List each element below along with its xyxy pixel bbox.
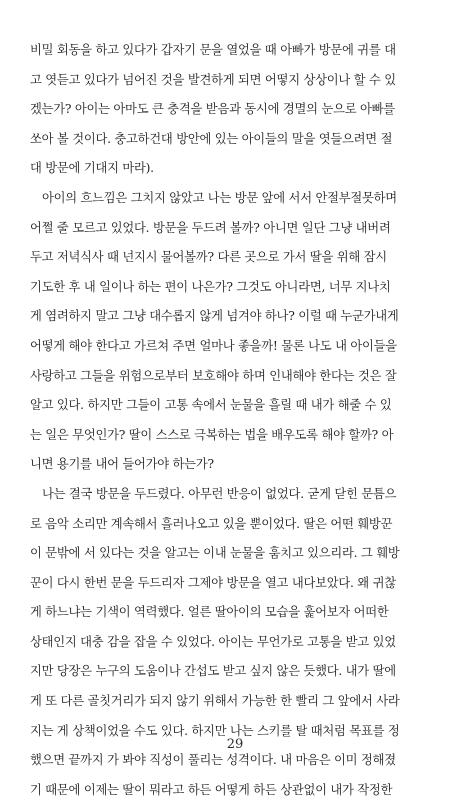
- text-line: 게 또 다른 골칫거리가 되지 않기 위해서 가능한 한 빨리 그 앞에서 사라: [30, 694, 400, 709]
- text-line: 지는 게 상책이었을 수도 있다. 하지만 나는 스키를 탈 때처럼 목표를 정: [30, 723, 400, 738]
- text-line: 비밀 회동을 하고 있다가 갑자기 문을 열었을 때 아빠가 방문에 귀를 대: [30, 43, 396, 57]
- text-line: 게 염려하지 말고 그냥 대수롭지 않게 넘겨야 하나? 이럴 때 누군가내게: [30, 309, 399, 324]
- page-number: 29: [226, 737, 244, 752]
- text-line: 기도한 후 내 일이나 하는 편이 나은가? 그것도 아니라면, 너무 지나치: [30, 279, 391, 294]
- paragraph-first-line: 아이의 흐느낌은 그치지 않았고 나는 방문 앞에 서서 안절부절못하며: [42, 190, 397, 205]
- text-line: 알고 있다. 하지만 그들이 고통 속에서 눈물을 흘릴 때 내가 해줄 수 있: [30, 398, 392, 413]
- text-line: 꾼이 다시 한번 문을 두드리자 그제야 방문을 열고 내다보았다. 왜 귀찮: [30, 575, 396, 590]
- text-line: 했으면 끝까지 가 봐야 직성이 풀리는 성격이다. 내 마음은 이미 정해졌: [30, 753, 396, 768]
- text-line: 사랑하고 그들을 위험으로부터 보호해야 하며 인내해야 한다는 것은 잘: [30, 368, 397, 383]
- paragraph-first-line: 나는 결국 방문을 두드렸다. 아무런 반응이 없었다. 굳게 닫힌 문틈으: [42, 486, 397, 501]
- text-line: 게 하느냐는 기색이 역력했다. 얼른 딸아이의 모습을 훑어보자 어떠한: [30, 605, 389, 620]
- text-line: 로 음악 소리만 계속해서 흘러나오고 있을 뿐이었다. 딸은 어떤 훼방꾼: [30, 516, 393, 531]
- text-line: 이 문밖에 서 있다는 것을 알고는 이내 눈물을 훔치고 있으리라. 그 훼방: [30, 546, 400, 561]
- text-line: 쏘아 볼 것이다. 충고하건대 방안에 있는 아이들의 말을 엿들으려면 절: [30, 131, 393, 146]
- text-line: 지만 당장은 누구의 도움이나 간섭도 받고 싶지 않은 듯했다. 내가 딸에: [30, 664, 396, 679]
- text-line: 겠는가? 아이는 아마도 큰 충격을 받음과 동시에 경멸의 눈으로 아빠를: [30, 102, 395, 117]
- text-line: 어쩔 줄 모르고 있었다. 방문을 두드려 볼까? 아니면 일단 그냥 내버려: [30, 220, 391, 235]
- text-line: 고 엿듣고 있다가 넘어진 것을 발견하게 되면 어떻지 상상이나 할 수 있: [30, 72, 396, 87]
- text-line: 두고 저녁식사 때 넌지시 물어볼까? 다른 곳으로 가서 딸을 위해 잠시: [30, 250, 387, 265]
- text-line: 어떻게 해야 한다고 가르쳐 주면 얼마나 좋을까! 물론 나도 내 아이들을: [30, 338, 397, 353]
- text-line: 대 방문에 기대지 마라).: [30, 161, 154, 176]
- text-line: 는 일은 무엇인가? 딸이 스스로 극복하는 법을 배우도록 해야 할까? 아: [30, 427, 394, 442]
- text-line: 니면 용기를 내어 들어가야 하는가?: [30, 457, 214, 472]
- text-line: 기 때문에 이제는 딸이 뭐라고 하든 어떻게 하든 상관없이 내가 작정한: [30, 782, 393, 797]
- body-text: [30, 36, 442, 805]
- text-line: 상태인지 대충 감을 잡을 수 있었다. 아이는 무언가로 고통을 받고 있었: [30, 634, 396, 649]
